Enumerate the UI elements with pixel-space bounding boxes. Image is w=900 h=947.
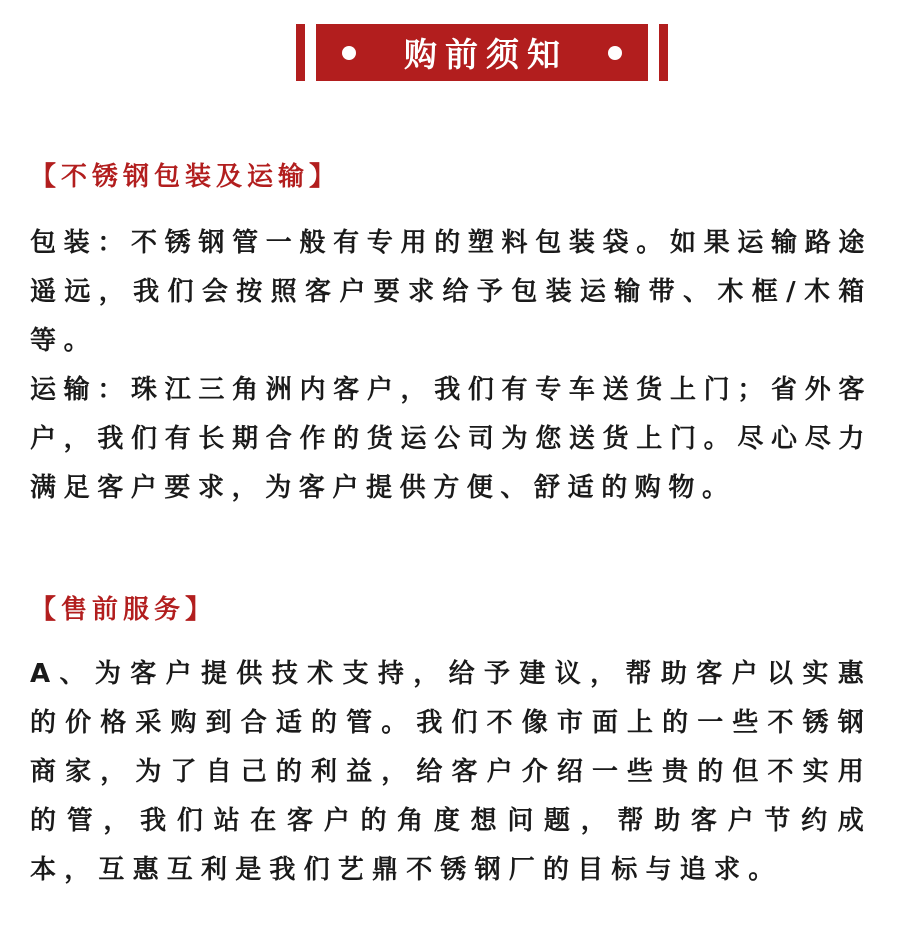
shipping-paragraph: 运输：珠江三角洲内客户，我们有专车送货上门；省外客户，我们有长期合作的货运公司为您送货上门。尽心尽力满足客户要求，为客户提供方便、舒适的购物。 — [30, 375, 872, 503]
bullet-dot-icon — [342, 46, 356, 60]
bullet-dot-icon — [608, 46, 622, 60]
section-heading: 【售前服务】 — [30, 595, 217, 625]
section-packaging-shipping — [30, 157, 872, 513]
banner-right-bar — [659, 24, 668, 81]
banner-left-bar — [296, 24, 305, 81]
section-heading: 【不锈钢包装及运输】 — [30, 162, 341, 192]
presale-paragraph: A、为客户提供技术支持，给予建议，帮助客户以实惠的价格采购到合适的管。我们不像市面上的一些不锈钢商家，为了自己的利益，给客户介绍一些贵的但不实用的管，我们站在客户的角度想问题，帮助客户节约成本，互惠互利是我们艺鼎不锈钢厂的目标与追求。 — [30, 659, 872, 885]
banner-box — [316, 24, 648, 81]
page-title: 购前须知 — [404, 35, 568, 74]
packaging-paragraph: 包装：不锈钢管一般有专用的塑料包装袋。如果运输路途遥远，我们会按照客户要求给予包装运输带、木框/木箱等。 — [30, 228, 872, 356]
section-presale-service — [30, 590, 872, 895]
header-banner — [296, 24, 668, 81]
